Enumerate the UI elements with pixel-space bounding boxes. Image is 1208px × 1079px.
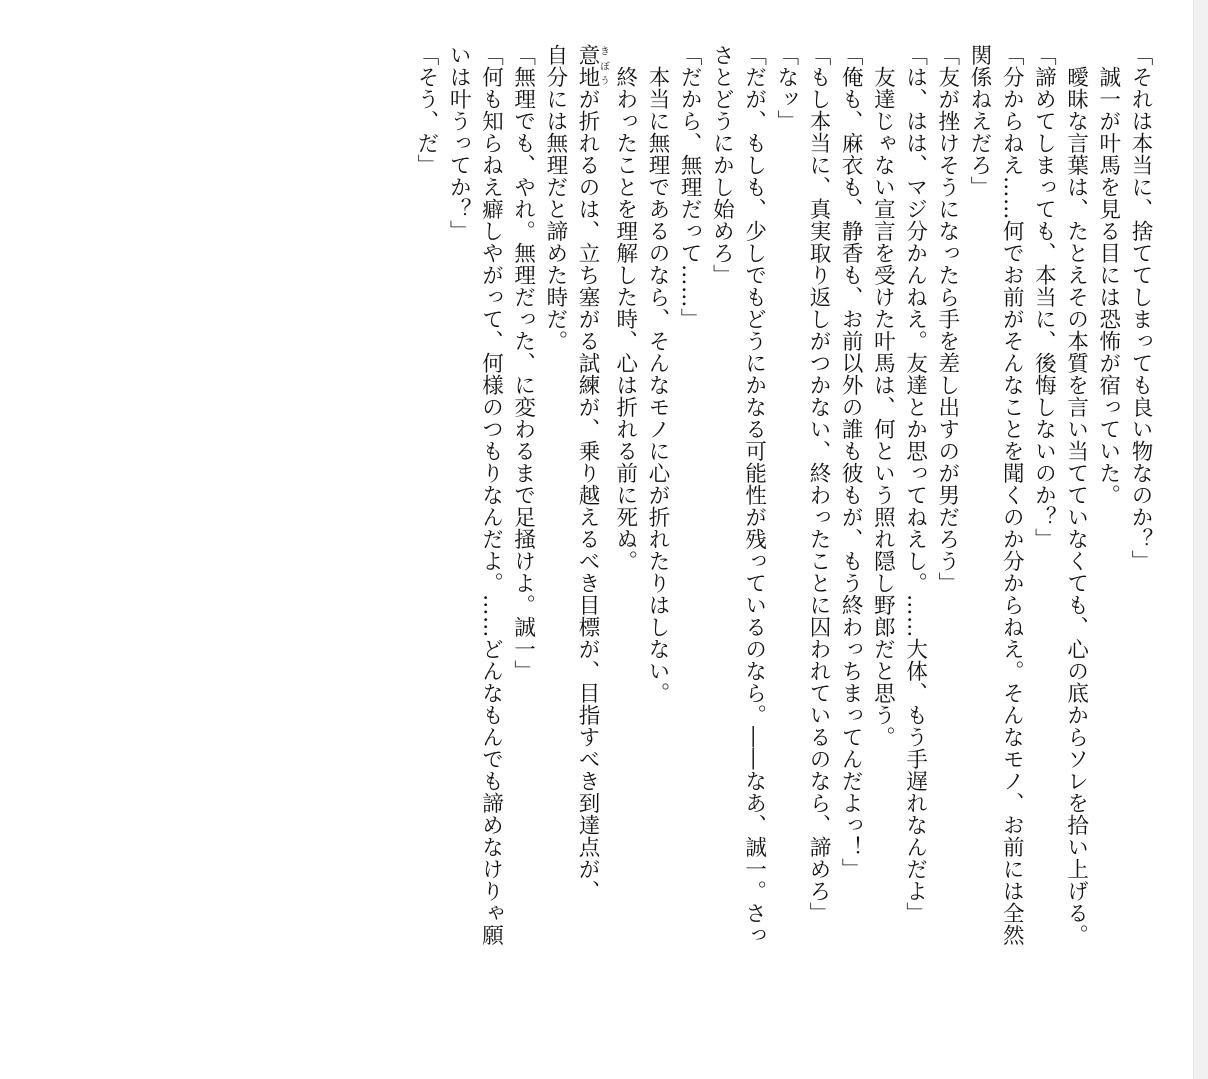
text-line: 「諦めてしまっても、本当に、後悔しないのか？」 [1031,44,1057,550]
ruby-base: 意地 [575,44,601,88]
text-line: 自分には無理だと諦めた時だ。 [542,44,568,352]
text-line: 関係ねえだろ」 [966,44,992,198]
vertical-text-body [410,44,1156,1054]
text-line-rest: が折れるのは、立ち塞がる試練が、乗り越えるべき目標が、目指すべき到達点が、 [575,88,601,902]
text-line: 「なッ」 [773,44,799,132]
ruby-reading: きぼう [598,44,610,88]
text-line: 「それは本当に、捨ててしまっても良い物なのか？」 [1128,44,1153,572]
text-line: 誠一が叶馬を見る目には恐怖が宿っていた。 [1095,65,1121,506]
text-line: 本当に無理であるのなら、そんなモノに心が折れたりはしない。 [644,65,670,704]
text-line: 「もし本当に、真実取り返しがつかない、終わったことに囚われているのなら、諦めろ」 [805,44,831,924]
text-line: 「は、はは、マジ分かんねえ。友達とか思ってねえし。……大体、もう手遅れなんだよ」 [902,44,928,924]
ruby-annotation [575,44,610,88]
text-line: 終わったことを理解した時、心は折れる前に死ぬ。 [612,65,638,572]
text-line-with-ruby [571,44,609,1054]
text-line: 「そう、だ」 [414,44,440,176]
text-line: 「無理でも、やれ。無理だった、に変わるまで足掻けよ。誠一」 [510,44,536,682]
text-line: 「何も知らねえ癖しやがって、何様のつもりなんだよ。……どんなもんでも諦めなけりゃ願 [478,44,504,946]
text-line: 「だから、無理だって……」 [677,44,703,330]
text-line: 友達じゃない宣言を受けた叶馬は、何という照れ隠し野郎だと思う。 [870,65,896,748]
text-line: さとどうにかし始めろ」 [709,44,735,286]
text-line: 「分からねえ……何でお前がそんなことを聞くのか分からねえ。そんなモノ、お前には全然 [999,44,1025,946]
scrollbar-track[interactable] [1193,0,1208,1079]
text-line: 曖昧な言葉は、たとえその本質を言い当てていなくても、心の底からソレを拾い上げる。 [1063,65,1089,946]
text-line: 「友が挫けそうになったら手を差し出すのが男だろう」 [934,44,960,594]
text-line: いは叶うってか？」 [446,44,472,242]
text-line: 「だが、もしも、少しでもどうにかなる可能性が残っているのなら。――なあ、誠一。さっ [741,44,767,946]
text-line: 「俺も、麻衣も、静香も、お前以外の誰も彼もが、もう終わっちまってんだよっ！」 [838,44,864,880]
